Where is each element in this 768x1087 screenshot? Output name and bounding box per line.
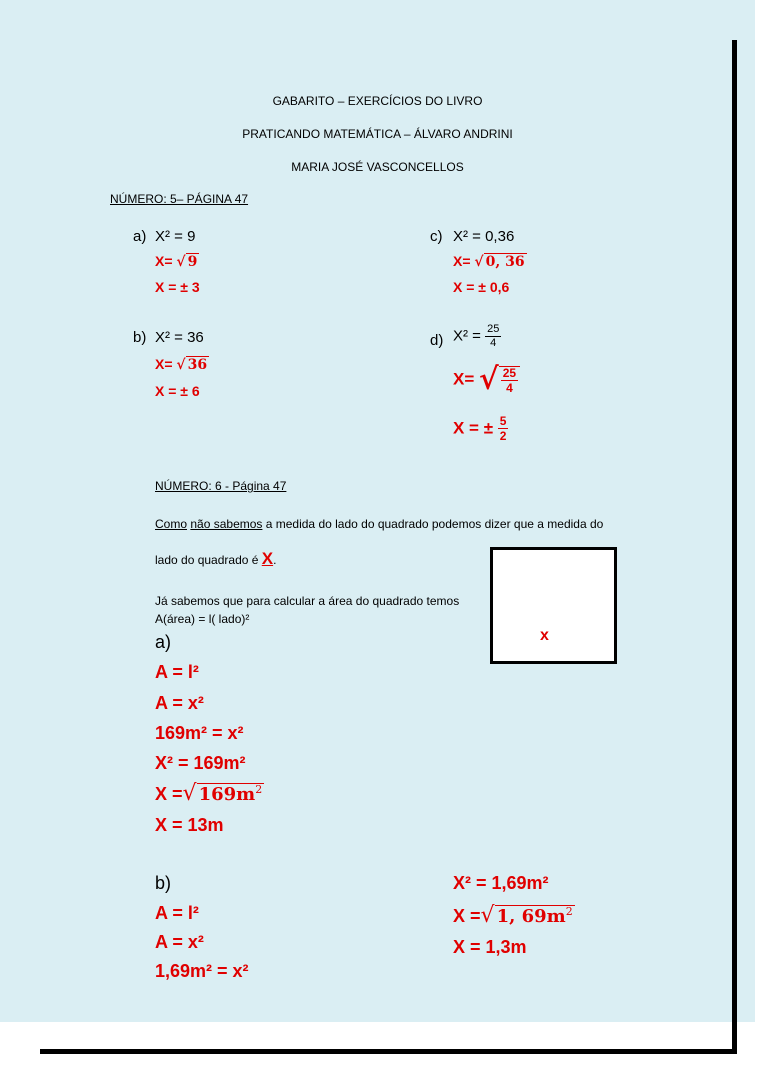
ex5a-root	[155, 253, 199, 270]
ex5d-eq-den: 4	[490, 337, 497, 349]
ex5b-radicand: 36	[187, 357, 208, 373]
section5-heading: NÚMERO: 5– PÁGINA 47	[110, 192, 249, 206]
ex5d-root-fraction	[499, 366, 520, 394]
ex6b-radicand	[495, 905, 575, 927]
p1-nao-sabemos: não sabemos	[190, 517, 263, 531]
ex5a-result: X = ± 3	[155, 279, 200, 295]
ex5a-radicand: 9	[187, 254, 198, 270]
ex5b-root	[155, 356, 209, 373]
ex6b-line2: A = x²	[155, 932, 204, 952]
section6-paragraph1	[155, 517, 603, 531]
ex6a-root	[155, 781, 264, 806]
ex5d-res-den: 2	[499, 429, 507, 443]
header-author: MARIA JOSÉ VASCONCELLOS	[291, 160, 464, 174]
ex5a-equation: X² = 9	[155, 228, 196, 245]
ex6a-line3: 169m² = x²	[155, 723, 244, 743]
ex6b-line1: A = l²	[155, 903, 199, 923]
ex5b-root-prefix: X=	[155, 356, 173, 372]
ex5d-eq-fraction	[485, 324, 501, 349]
ex5d-result-prefix: X = ±	[453, 418, 494, 438]
ex6a-line1: A = l²	[155, 662, 199, 682]
section6-paragraph2	[155, 549, 276, 569]
ex6b-right-line1: X² = 1,69m²	[453, 873, 549, 893]
p2-text: lado do quadrado é	[155, 553, 262, 567]
ex6b-root-prefix: X =	[453, 906, 481, 926]
ex5d-eq-prefix: X² =	[453, 327, 481, 345]
ex5b-label: b)	[133, 329, 147, 346]
ex5c-root-prefix: X=	[453, 253, 471, 269]
section6-paragraph3: Já sabemos que para calcular a área do quadrado temos	[155, 594, 460, 608]
ex5b-result: X = ± 6	[155, 383, 200, 399]
ex6b-label: b)	[155, 873, 172, 893]
square-side-label: x	[540, 627, 549, 644]
square-figure	[490, 547, 617, 664]
ex6b-result: X = 1,3m	[453, 937, 527, 957]
ex6b-line3: 1,69m² = x²	[155, 961, 249, 981]
radical-icon: √	[182, 781, 197, 806]
header-subtitle: PRATICANDO MATEMÁTICA – ÁLVARO ANDRINI	[242, 127, 513, 141]
ex6a-radicand	[197, 783, 265, 805]
ex6a-result: X = 13m	[155, 815, 224, 835]
ex5c-radicand: 0, 36	[485, 254, 525, 270]
ex5d-root	[453, 362, 520, 397]
radical-icon: √	[176, 357, 186, 373]
ex5d-result	[453, 415, 508, 442]
ex5d-rad-den: 4	[506, 380, 513, 395]
ex5d-res-num: 5	[499, 414, 507, 428]
ex6a-line4: X² = 169m²	[155, 753, 246, 773]
ex5d-label: d)	[430, 332, 444, 349]
ex5d-rad-num: 25	[502, 365, 517, 380]
ex5c-result: X = ± 0,6	[453, 279, 510, 295]
ex6a-line2: A = x²	[155, 693, 204, 713]
p1-rest: a medida do lado do quadrado podemos dizer que a medida do	[262, 517, 604, 531]
radical-icon: √	[479, 362, 499, 397]
ex6a-exponent: 2	[255, 783, 263, 796]
ex5d-result-fraction	[498, 415, 509, 442]
section6-heading: NÚMERO: 6 - Página 47	[155, 479, 287, 493]
ex6b-radicand-base: 1, 69m	[496, 906, 566, 927]
ex5d-root-prefix: X=	[453, 369, 475, 389]
section6-paragraph4: A(área) = l( lado)²	[155, 612, 250, 626]
ex6a-root-prefix: X =	[155, 784, 183, 804]
ex6a-radicand-base: 169m	[198, 784, 256, 805]
p2-end: .	[273, 553, 277, 567]
ex5c-root	[453, 253, 527, 270]
ex5c-label: c)	[430, 228, 443, 245]
ex5b-equation: X² = 36	[155, 329, 204, 346]
ex5c-equation: X² = 0,36	[453, 228, 515, 245]
radical-icon: √	[474, 254, 484, 270]
page-border-right	[732, 40, 737, 1053]
ex5a-label: a)	[133, 228, 147, 245]
page-border-bottom	[40, 1049, 737, 1054]
header-title: GABARITO – EXERCÍCIOS DO LIVRO	[272, 94, 483, 108]
radical-icon: √	[176, 254, 186, 270]
p2-x: X	[261, 549, 274, 568]
radical-icon: √	[480, 903, 495, 928]
ex5d-equation	[453, 324, 501, 349]
ex6a-label: a)	[155, 632, 172, 652]
ex5d-eq-num: 25	[487, 323, 500, 335]
p1-lead: Como	[155, 517, 188, 531]
ex6b-exponent: 2	[565, 905, 573, 918]
ex6b-root	[453, 903, 575, 928]
ex5a-root-prefix: X=	[155, 253, 173, 269]
